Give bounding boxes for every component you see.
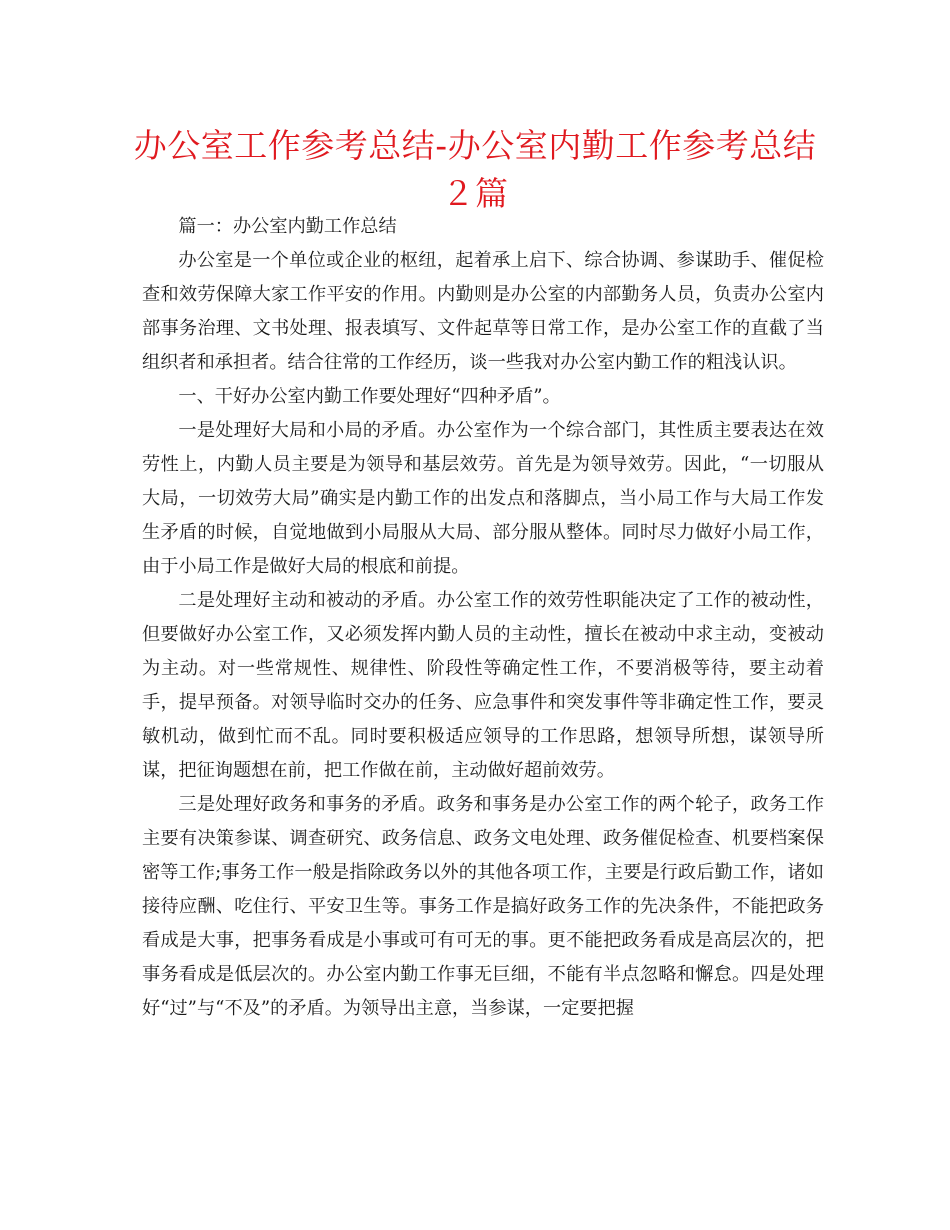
paragraph-point-2: 二是处理好主动和被动的矛盾。办公室工作的效劳性职能决定了工作的被动性，但要做好办公室工作，又必须发挥内勤人员的主动性，擅长在被动中求主动，变被动为主动。对一些常规性、规律性、阶段性等确定性工作，不要消极等待，要主动着手，提早预备。对领导临时交办的任务、应急事件和突发事件等非确定性工作，要灵敏机动，做到忙而不乱。同时要积极适应领导的工作思路，想领导所想，谋领导所谋，把征询题想在前，把工作做在前，主动做好超前效劳。 (142, 590, 824, 781)
paragraph-point-3: 三是处理好政务和事务的矛盾。政务和事务是办公室工作的两个轮子，政务工作主要有决策参谋、调查研究、政务信息、政务文电处理、政务催促检查、机要档案保密等工作;事务工作一般是指除政务以外的其他各项工作，主要是行政后勤工作，诸如接待应酬、吃住行、平安卫生等。事务工作是搞好政务工作的先决条件，不能把政务看成是大事，把事务看成是小事或可有可无的事。更不能把政务看成是高层次的，把事务看成是低层次的。办公室内勤工作事无巨细，不能有半点忽略和懈怠。四是处理好“过”与“不及”的矛盾。为领导出主意，当参谋，一定要把握 (142, 794, 824, 1019)
paragraph-point-1: 一是处理好大局和小局的矛盾。办公室作为一个综合部门，其性质主要表达在效劳性上，内勤人员主要是为领导和基层效劳。首先是为领导效劳。因此，“一切服从大局，一切效劳大局”确实是内勤工作的出发点和落脚点，当小局工作与大局工作发生矛盾的时候，自觉地做到小局服从大局、部分服从整体。同时尽力做好小局工作，由于小局工作是做好大局的根底和前提。 (142, 420, 824, 577)
section-heading: 篇一：办公室内勤工作总结 (178, 216, 397, 237)
document-body (142, 210, 824, 1026)
document-title: 办公室工作参考总结-办公室内勤工作参考总结２篇 (133, 126, 817, 213)
paragraph-intro: 办公室是一个单位或企业的枢纽，起着承上启下、综合协调、参谋助手、催促检查和效劳保障大家工作平安的作用。内勤则是办公室的内部勤务人员，负责办公室内部事务治理、文书处理、报表填写、文件起草等日常工作，是办公室工作的直截了当组织者和承担者。结合往常的工作经历，谈一些我对办公室内勤工作的粗浅认识。 (142, 250, 824, 373)
paragraph-subheading: 一、干好办公室内勤工作要处理好“四种矛盾”。 (178, 386, 561, 407)
